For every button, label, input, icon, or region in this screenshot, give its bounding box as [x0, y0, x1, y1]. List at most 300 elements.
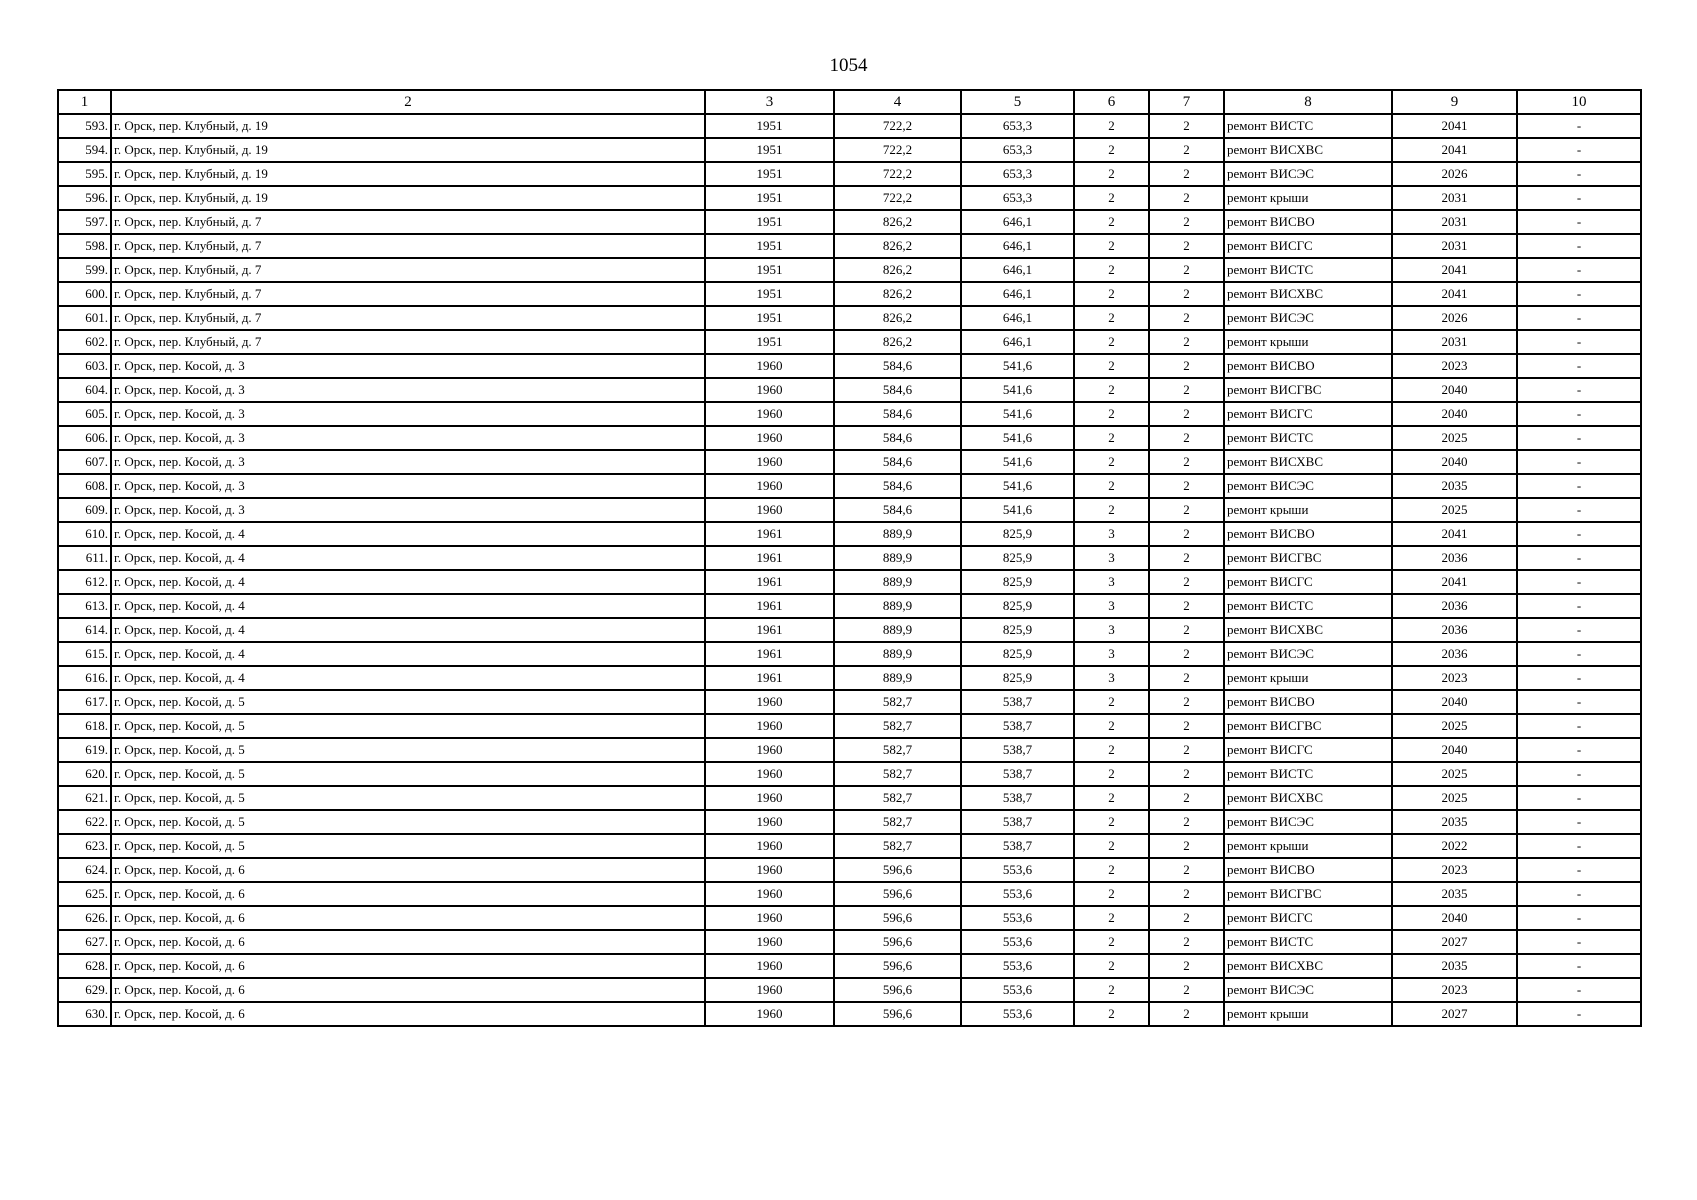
work-type-cell: ремонт крыши: [1224, 498, 1392, 522]
year-cell: 1951: [705, 210, 834, 234]
area-living-cell: 538,7: [961, 738, 1074, 762]
address-cell: г. Орск, пер. Косой, д. 3: [111, 402, 705, 426]
entrances-cell: 2: [1149, 714, 1224, 738]
address-cell: г. Орск, пер. Клубный, д. 7: [111, 210, 705, 234]
address-cell: г. Орск, пер. Косой, д. 6: [111, 930, 705, 954]
year-cell: 1960: [705, 450, 834, 474]
row-number: 597.: [58, 210, 111, 234]
table-row: [58, 354, 1641, 378]
entrances-cell: 2: [1149, 642, 1224, 666]
table-row: [58, 594, 1641, 618]
area-living-cell: 825,9: [961, 522, 1074, 546]
year-cell: 1960: [705, 402, 834, 426]
area-living-cell: 553,6: [961, 858, 1074, 882]
row-number: 599.: [58, 258, 111, 282]
work-type-cell: ремонт ВИСХВС: [1224, 954, 1392, 978]
year-cell: 1961: [705, 570, 834, 594]
plan-year-cell: 2031: [1392, 234, 1517, 258]
note-cell: -: [1517, 906, 1641, 930]
entrances-cell: 2: [1149, 498, 1224, 522]
work-type-cell: ремонт ВИСТС: [1224, 762, 1392, 786]
row-number: 598.: [58, 234, 111, 258]
address-cell: г. Орск, пер. Клубный, д. 7: [111, 306, 705, 330]
plan-year-cell: 2031: [1392, 210, 1517, 234]
row-number: 611.: [58, 546, 111, 570]
plan-year-cell: 2025: [1392, 714, 1517, 738]
column-header: 8: [1224, 90, 1392, 114]
note-cell: -: [1517, 570, 1641, 594]
work-type-cell: ремонт ВИСГС: [1224, 738, 1392, 762]
work-type-cell: ремонт ВИСВО: [1224, 354, 1392, 378]
floors-cell: 2: [1074, 402, 1149, 426]
plan-year-cell: 2023: [1392, 858, 1517, 882]
work-type-cell: ремонт ВИСТС: [1224, 930, 1392, 954]
work-type-cell: ремонт ВИСХВС: [1224, 282, 1392, 306]
table-header-row: [58, 90, 1641, 114]
column-header: 9: [1392, 90, 1517, 114]
floors-cell: 2: [1074, 858, 1149, 882]
address-cell: г. Орск, пер. Клубный, д. 7: [111, 234, 705, 258]
row-number: 609.: [58, 498, 111, 522]
area-living-cell: 541,6: [961, 354, 1074, 378]
year-cell: 1951: [705, 162, 834, 186]
year-cell: 1951: [705, 330, 834, 354]
floors-cell: 2: [1074, 834, 1149, 858]
year-cell: 1960: [705, 714, 834, 738]
floors-cell: 3: [1074, 570, 1149, 594]
entrances-cell: 2: [1149, 186, 1224, 210]
floors-cell: 2: [1074, 978, 1149, 1002]
entrances-cell: 2: [1149, 426, 1224, 450]
area-living-cell: 538,7: [961, 762, 1074, 786]
floors-cell: 2: [1074, 138, 1149, 162]
area-living-cell: 538,7: [961, 810, 1074, 834]
plan-year-cell: 2041: [1392, 522, 1517, 546]
note-cell: -: [1517, 594, 1641, 618]
area-total-cell: 596,6: [834, 858, 961, 882]
table-row: [58, 618, 1641, 642]
year-cell: 1960: [705, 858, 834, 882]
work-type-cell: ремонт ВИСВО: [1224, 690, 1392, 714]
year-cell: 1951: [705, 138, 834, 162]
note-cell: -: [1517, 282, 1641, 306]
table-row: [58, 378, 1641, 402]
year-cell: 1951: [705, 258, 834, 282]
floors-cell: 2: [1074, 162, 1149, 186]
note-cell: -: [1517, 1002, 1641, 1026]
area-total-cell: 826,2: [834, 258, 961, 282]
floors-cell: 3: [1074, 642, 1149, 666]
address-cell: г. Орск, пер. Клубный, д. 19: [111, 186, 705, 210]
table-row: [58, 426, 1641, 450]
floors-cell: 2: [1074, 954, 1149, 978]
area-living-cell: 653,3: [961, 162, 1074, 186]
area-total-cell: 582,7: [834, 810, 961, 834]
year-cell: 1960: [705, 954, 834, 978]
table-row: [58, 906, 1641, 930]
plan-year-cell: 2036: [1392, 546, 1517, 570]
row-number: 618.: [58, 714, 111, 738]
table-row: [58, 834, 1641, 858]
address-cell: г. Орск, пер. Косой, д. 6: [111, 1002, 705, 1026]
year-cell: 1960: [705, 762, 834, 786]
floors-cell: 2: [1074, 882, 1149, 906]
entrances-cell: 2: [1149, 690, 1224, 714]
table-row: [58, 282, 1641, 306]
area-total-cell: 826,2: [834, 330, 961, 354]
work-type-cell: ремонт ВИСХВС: [1224, 618, 1392, 642]
floors-cell: 2: [1074, 714, 1149, 738]
plan-year-cell: 2027: [1392, 930, 1517, 954]
entrances-cell: 2: [1149, 330, 1224, 354]
entrances-cell: 2: [1149, 618, 1224, 642]
floors-cell: 3: [1074, 522, 1149, 546]
plan-year-cell: 2022: [1392, 834, 1517, 858]
year-cell: 1960: [705, 474, 834, 498]
entrances-cell: 2: [1149, 570, 1224, 594]
work-type-cell: ремонт ВИСХВС: [1224, 786, 1392, 810]
note-cell: -: [1517, 642, 1641, 666]
entrances-cell: 2: [1149, 786, 1224, 810]
work-type-cell: ремонт ВИСЭС: [1224, 978, 1392, 1002]
address-cell: г. Орск, пер. Косой, д. 5: [111, 762, 705, 786]
entrances-cell: 2: [1149, 282, 1224, 306]
row-number: 628.: [58, 954, 111, 978]
plan-year-cell: 2023: [1392, 354, 1517, 378]
plan-year-cell: 2041: [1392, 570, 1517, 594]
row-number: 616.: [58, 666, 111, 690]
floors-cell: 2: [1074, 186, 1149, 210]
entrances-cell: 2: [1149, 450, 1224, 474]
address-cell: г. Орск, пер. Косой, д. 5: [111, 786, 705, 810]
plan-year-cell: 2040: [1392, 450, 1517, 474]
year-cell: 1960: [705, 354, 834, 378]
row-number: 596.: [58, 186, 111, 210]
work-type-cell: ремонт ВИСТС: [1224, 258, 1392, 282]
area-total-cell: 722,2: [834, 114, 961, 138]
plan-year-cell: 2041: [1392, 114, 1517, 138]
row-number: 621.: [58, 786, 111, 810]
table-row: [58, 138, 1641, 162]
row-number: 602.: [58, 330, 111, 354]
note-cell: -: [1517, 618, 1641, 642]
column-header: 2: [111, 90, 705, 114]
table-row: [58, 546, 1641, 570]
area-total-cell: 582,7: [834, 714, 961, 738]
work-type-cell: ремонт ВИСГС: [1224, 402, 1392, 426]
address-cell: г. Орск, пер. Косой, д. 5: [111, 810, 705, 834]
area-living-cell: 646,1: [961, 330, 1074, 354]
floors-cell: 2: [1074, 114, 1149, 138]
floors-cell: 2: [1074, 786, 1149, 810]
year-cell: 1960: [705, 498, 834, 522]
area-total-cell: 596,6: [834, 930, 961, 954]
row-number: 613.: [58, 594, 111, 618]
entrances-cell: 2: [1149, 234, 1224, 258]
area-total-cell: 722,2: [834, 186, 961, 210]
area-living-cell: 541,6: [961, 474, 1074, 498]
entrances-cell: 2: [1149, 930, 1224, 954]
address-cell: г. Орск, пер. Косой, д. 3: [111, 474, 705, 498]
entrances-cell: 2: [1149, 546, 1224, 570]
table-row: [58, 306, 1641, 330]
address-cell: г. Орск, пер. Косой, д. 6: [111, 882, 705, 906]
plan-year-cell: 2023: [1392, 666, 1517, 690]
work-type-cell: ремонт ВИСЭС: [1224, 810, 1392, 834]
floors-cell: 2: [1074, 330, 1149, 354]
note-cell: -: [1517, 786, 1641, 810]
plan-year-cell: 2041: [1392, 138, 1517, 162]
plan-year-cell: 2031: [1392, 186, 1517, 210]
area-living-cell: 538,7: [961, 786, 1074, 810]
floors-cell: 2: [1074, 474, 1149, 498]
year-cell: 1961: [705, 522, 834, 546]
area-total-cell: 582,7: [834, 738, 961, 762]
note-cell: -: [1517, 258, 1641, 282]
area-living-cell: 538,7: [961, 690, 1074, 714]
area-total-cell: 889,9: [834, 570, 961, 594]
entrances-cell: 2: [1149, 834, 1224, 858]
plan-year-cell: 2031: [1392, 330, 1517, 354]
address-cell: г. Орск, пер. Косой, д. 4: [111, 618, 705, 642]
floors-cell: 2: [1074, 498, 1149, 522]
row-number: 607.: [58, 450, 111, 474]
address-cell: г. Орск, пер. Косой, д. 4: [111, 642, 705, 666]
plan-year-cell: 2035: [1392, 882, 1517, 906]
year-cell: 1960: [705, 738, 834, 762]
registry-table: [57, 89, 1642, 1027]
plan-year-cell: 2041: [1392, 258, 1517, 282]
row-number: 620.: [58, 762, 111, 786]
area-total-cell: 584,6: [834, 354, 961, 378]
floors-cell: 2: [1074, 282, 1149, 306]
plan-year-cell: 2036: [1392, 642, 1517, 666]
area-living-cell: 541,6: [961, 498, 1074, 522]
row-number: 630.: [58, 1002, 111, 1026]
year-cell: 1961: [705, 594, 834, 618]
table-row: [58, 330, 1641, 354]
area-total-cell: 596,6: [834, 906, 961, 930]
plan-year-cell: 2040: [1392, 402, 1517, 426]
address-cell: г. Орск, пер. Косой, д. 4: [111, 546, 705, 570]
plan-year-cell: 2040: [1392, 378, 1517, 402]
entrances-cell: 2: [1149, 1002, 1224, 1026]
entrances-cell: 2: [1149, 378, 1224, 402]
floors-cell: 2: [1074, 762, 1149, 786]
year-cell: 1961: [705, 546, 834, 570]
area-total-cell: 826,2: [834, 282, 961, 306]
work-type-cell: ремонт крыши: [1224, 666, 1392, 690]
area-living-cell: 653,3: [961, 186, 1074, 210]
work-type-cell: ремонт ВИСЭС: [1224, 474, 1392, 498]
floors-cell: 2: [1074, 306, 1149, 330]
row-number: 615.: [58, 642, 111, 666]
table-row: [58, 162, 1641, 186]
row-number: 624.: [58, 858, 111, 882]
year-cell: 1951: [705, 234, 834, 258]
address-cell: г. Орск, пер. Клубный, д. 19: [111, 114, 705, 138]
note-cell: -: [1517, 306, 1641, 330]
entrances-cell: 2: [1149, 258, 1224, 282]
note-cell: -: [1517, 138, 1641, 162]
area-living-cell: 538,7: [961, 714, 1074, 738]
note-cell: -: [1517, 186, 1641, 210]
row-number: 629.: [58, 978, 111, 1002]
address-cell: г. Орск, пер. Косой, д. 4: [111, 522, 705, 546]
area-total-cell: 826,2: [834, 210, 961, 234]
note-cell: -: [1517, 714, 1641, 738]
table-row: [58, 522, 1641, 546]
floors-cell: 2: [1074, 690, 1149, 714]
work-type-cell: ремонт ВИСВО: [1224, 522, 1392, 546]
plan-year-cell: 2035: [1392, 474, 1517, 498]
area-living-cell: 825,9: [961, 546, 1074, 570]
floors-cell: 2: [1074, 930, 1149, 954]
floors-cell: 2: [1074, 210, 1149, 234]
plan-year-cell: 2040: [1392, 906, 1517, 930]
area-total-cell: 889,9: [834, 666, 961, 690]
row-number: 619.: [58, 738, 111, 762]
area-living-cell: 646,1: [961, 234, 1074, 258]
plan-year-cell: 2026: [1392, 162, 1517, 186]
row-number: 610.: [58, 522, 111, 546]
work-type-cell: ремонт ВИСГВС: [1224, 378, 1392, 402]
work-type-cell: ремонт ВИСГС: [1224, 906, 1392, 930]
page-number: 1054: [829, 55, 868, 76]
note-cell: -: [1517, 162, 1641, 186]
entrances-cell: 2: [1149, 402, 1224, 426]
row-number: 626.: [58, 906, 111, 930]
work-type-cell: ремонт крыши: [1224, 1002, 1392, 1026]
plan-year-cell: 2023: [1392, 978, 1517, 1002]
work-type-cell: ремонт ВИСТС: [1224, 594, 1392, 618]
area-total-cell: 596,6: [834, 1002, 961, 1026]
area-total-cell: 596,6: [834, 978, 961, 1002]
table-row: [58, 402, 1641, 426]
entrances-cell: 2: [1149, 306, 1224, 330]
entrances-cell: 2: [1149, 954, 1224, 978]
note-cell: -: [1517, 354, 1641, 378]
area-total-cell: 582,7: [834, 690, 961, 714]
note-cell: -: [1517, 210, 1641, 234]
plan-year-cell: 2025: [1392, 426, 1517, 450]
table-row: [58, 186, 1641, 210]
table-row: [58, 810, 1641, 834]
area-living-cell: 541,6: [961, 426, 1074, 450]
work-type-cell: ремонт ВИСВО: [1224, 858, 1392, 882]
table-row: [58, 978, 1641, 1002]
address-cell: г. Орск, пер. Косой, д. 6: [111, 906, 705, 930]
note-cell: -: [1517, 546, 1641, 570]
table-row: [58, 114, 1641, 138]
work-type-cell: ремонт ВИСЭС: [1224, 162, 1392, 186]
year-cell: 1961: [705, 618, 834, 642]
table-row: [58, 738, 1641, 762]
row-number: 612.: [58, 570, 111, 594]
column-header: 3: [705, 90, 834, 114]
address-cell: г. Орск, пер. Клубный, д. 19: [111, 138, 705, 162]
year-cell: 1960: [705, 786, 834, 810]
note-cell: -: [1517, 930, 1641, 954]
area-total-cell: 596,6: [834, 882, 961, 906]
area-total-cell: 722,2: [834, 162, 961, 186]
address-cell: г. Орск, пер. Клубный, д. 7: [111, 282, 705, 306]
note-cell: -: [1517, 738, 1641, 762]
entrances-cell: 2: [1149, 594, 1224, 618]
area-living-cell: 646,1: [961, 306, 1074, 330]
area-living-cell: 541,6: [961, 378, 1074, 402]
area-living-cell: 541,6: [961, 450, 1074, 474]
column-header: 6: [1074, 90, 1149, 114]
entrances-cell: 2: [1149, 858, 1224, 882]
address-cell: г. Орск, пер. Косой, д. 6: [111, 978, 705, 1002]
note-cell: -: [1517, 978, 1641, 1002]
work-type-cell: ремонт ВИСГВС: [1224, 882, 1392, 906]
row-number: 593.: [58, 114, 111, 138]
area-total-cell: 596,6: [834, 954, 961, 978]
floors-cell: 3: [1074, 666, 1149, 690]
area-living-cell: 646,1: [961, 258, 1074, 282]
address-cell: г. Орск, пер. Косой, д. 4: [111, 570, 705, 594]
floors-cell: 2: [1074, 354, 1149, 378]
table-body: [58, 90, 1641, 1026]
row-number: 604.: [58, 378, 111, 402]
floors-cell: 3: [1074, 618, 1149, 642]
row-number: 600.: [58, 282, 111, 306]
table-row: [58, 666, 1641, 690]
plan-year-cell: 2041: [1392, 282, 1517, 306]
note-cell: -: [1517, 882, 1641, 906]
note-cell: -: [1517, 522, 1641, 546]
work-type-cell: ремонт ВИСЭС: [1224, 306, 1392, 330]
note-cell: -: [1517, 402, 1641, 426]
plan-year-cell: 2025: [1392, 786, 1517, 810]
note-cell: -: [1517, 858, 1641, 882]
address-cell: г. Орск, пер. Косой, д. 3: [111, 354, 705, 378]
table-row: [58, 210, 1641, 234]
year-cell: 1961: [705, 642, 834, 666]
address-cell: г. Орск, пер. Косой, д. 5: [111, 738, 705, 762]
address-cell: г. Орск, пер. Косой, д. 3: [111, 498, 705, 522]
address-cell: г. Орск, пер. Клубный, д. 7: [111, 258, 705, 282]
entrances-cell: 2: [1149, 354, 1224, 378]
area-living-cell: 553,6: [961, 906, 1074, 930]
year-cell: 1960: [705, 906, 834, 930]
floors-cell: 3: [1074, 594, 1149, 618]
floors-cell: 2: [1074, 906, 1149, 930]
address-cell: г. Орск, пер. Косой, д. 4: [111, 594, 705, 618]
table-row: [58, 234, 1641, 258]
address-cell: г. Орск, пер. Косой, д. 6: [111, 954, 705, 978]
row-number: 594.: [58, 138, 111, 162]
row-number: 627.: [58, 930, 111, 954]
address-cell: г. Орск, пер. Косой, д. 4: [111, 666, 705, 690]
area-total-cell: 584,6: [834, 498, 961, 522]
table-row: [58, 474, 1641, 498]
note-cell: -: [1517, 378, 1641, 402]
area-total-cell: 826,2: [834, 306, 961, 330]
column-header: 1: [58, 90, 111, 114]
floors-cell: 2: [1074, 234, 1149, 258]
table-row: [58, 450, 1641, 474]
table-row: [58, 570, 1641, 594]
floors-cell: 2: [1074, 1002, 1149, 1026]
address-cell: г. Орск, пер. Косой, д. 3: [111, 426, 705, 450]
floors-cell: 2: [1074, 426, 1149, 450]
address-cell: г. Орск, пер. Клубный, д. 7: [111, 330, 705, 354]
address-cell: г. Орск, пер. Косой, д. 3: [111, 450, 705, 474]
area-living-cell: 825,9: [961, 666, 1074, 690]
